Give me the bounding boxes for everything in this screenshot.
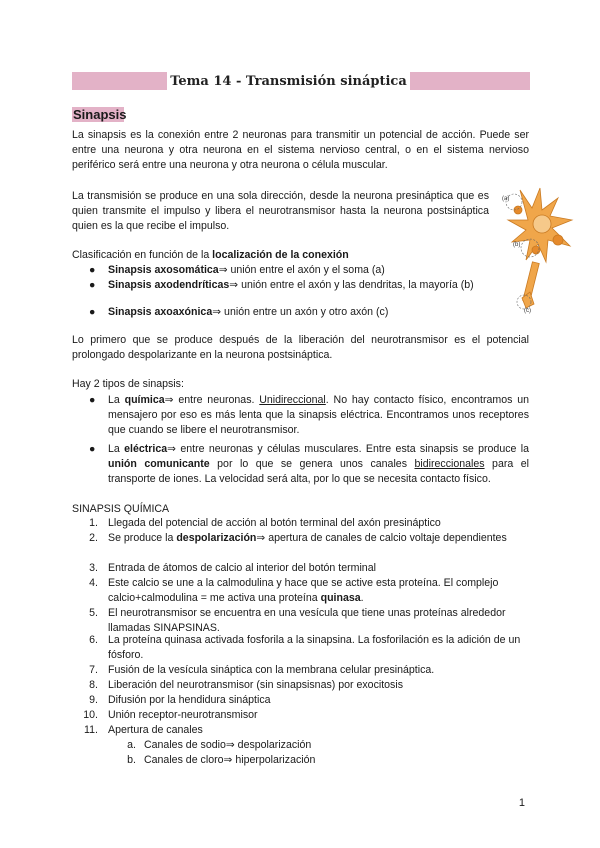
chem-post: . No hay contacto físico, encontramos un mensajero por eso es más lenta que la sinapsis eléctrica. Encontramos unos receptores que cuando se libere el neurotransmisor.: [108, 394, 529, 437]
step-number: 9.: [89, 694, 98, 706]
bullet-marker: ●: [89, 394, 96, 406]
item-term: Sinapsis axodendríticas: [108, 279, 230, 291]
elec-post: para el transporte de iones. La velocidad será alta, por lo que se necesita contacto físico.: [108, 458, 529, 486]
bullet-marker: ●: [89, 306, 96, 318]
step-11a: Canales de sodio⇒ despolarización: [144, 739, 312, 751]
title-highlight-left: [72, 72, 167, 90]
step-8: Liberación del neurotransmisor (sin sinapsisnas) por exocitosis: [108, 679, 403, 691]
step-2-pre: Se produce la: [108, 532, 177, 544]
chem-mid: ⇒ entre neuronas.: [164, 394, 260, 406]
chemical-synapse-item: [108, 393, 529, 439]
step-number: 6.: [89, 634, 98, 646]
step-1: Llegada del potencial de acción al botón terminal del axón presináptico: [108, 517, 441, 529]
step-4-bold: quinasa: [320, 592, 361, 605]
page-number: 1: [518, 797, 525, 809]
neuron-body-illustration: [508, 188, 572, 308]
step-number: 2.: [89, 532, 98, 544]
chem-pre: La: [108, 394, 125, 406]
chem-term: química: [124, 394, 165, 406]
classification-lead-text: Clasificación en función de la: [72, 249, 213, 261]
sub-step-letter: a.: [127, 739, 136, 751]
step-2-post: ⇒ apertura de canales de calcio voltaje dependientes: [256, 532, 507, 544]
section-heading: Sinapsis: [73, 107, 127, 122]
step-number: 4.: [89, 577, 98, 589]
postsynaptic-paragraph: Lo primero que se produce después de la liberación del neurotransmisor es el potencial prolongado despolarizante en la neurona postsináptica.: [72, 334, 529, 362]
step-number: 7.: [89, 664, 98, 676]
step-4-post: .: [360, 592, 364, 605]
step-4: [108, 576, 529, 606]
figure-label-c: (c): [524, 308, 531, 314]
elec-pre: La: [108, 443, 125, 455]
chemical-synapse-heading: SINAPSIS QUÍMICA: [72, 503, 170, 515]
step-4-pre: Este calcio se une a la calmodulina y hace que se active esta proteína. El complejo calcio+calmodulina = me activa una proteína: [108, 577, 499, 605]
step-5: El neurotransmisor se encuentra en una vesícula que tiene unas proteínas alrededor llamadas SINAPSINAS.: [108, 607, 506, 635]
elec-underlined: bidireccionales: [414, 458, 485, 471]
classification-lead-bold: localización de la conexión: [212, 249, 349, 261]
step-number: 5.: [89, 607, 98, 619]
item-desc: ⇒ unión entre el axón y el soma (a): [218, 264, 385, 276]
step-6: La proteína quinasa activada fosforila a la sinapsina. La fosforilación es la adición de un fósforo.: [108, 634, 521, 662]
item-term: Sinapsis axoaxónica: [108, 306, 213, 318]
elec-term2: unión comunicante: [108, 458, 210, 471]
step-number: 11.: [84, 724, 98, 736]
step-3: Entrada de átomos de calcio al interior del botón terminal: [108, 562, 376, 574]
classification-item-1: [108, 263, 500, 278]
item-desc: ⇒ unión entre el axón y las dendritas, la mayoría (b): [229, 279, 474, 291]
figure-label-a: (a): [502, 196, 510, 202]
classification-item-3: [108, 305, 500, 320]
step-11: Apertura de canales: [108, 724, 203, 736]
bullet-marker: ●: [89, 443, 96, 455]
step-9: Difusión por la hendidura sináptica: [108, 694, 271, 706]
step-number: 10.: [83, 709, 98, 721]
page-title: Tema 14 - Transmisión sináptica: [170, 74, 407, 89]
step-number: 8.: [89, 679, 98, 691]
elec-mid: ⇒ entre neuronas y células musculares. Entre esta sinapsis se produce la: [167, 443, 529, 455]
step-7: Fusión de la vesícula sináptica con la membrana celular presináptica.: [108, 664, 435, 676]
sub-step-letter: b.: [127, 754, 136, 766]
transmission-paragraph: La transmisión se produce en una sola dirección, desde la neurona presináptica que es quien transmite el impulso y libera el neurotransmisor hasta la neurona postsináptica quien es la que recibe el impulso.: [72, 190, 489, 233]
intro-paragraph: La sinapsis es la conexión entre 2 neuronas para transmitir un potencial de acción. Puede ser entre una neurona y otra neurona en el sistema nervioso central, o en el sistema nervioso periférico será entre una neurona y otra neurona o célula muscular.: [72, 129, 529, 172]
step-number: 3.: [89, 562, 98, 574]
classification-item-2: [108, 278, 500, 293]
figure-label-b: (b): [513, 242, 521, 248]
bullet-marker: ●: [89, 279, 96, 291]
chem-underlined: Unidireccional: [259, 394, 326, 406]
elec-mid2: por lo que se genera unos canales: [209, 458, 415, 471]
step-2: [108, 531, 529, 546]
electrical-synapse-item: [108, 442, 529, 488]
item-term: Sinapsis axosomática: [108, 264, 219, 276]
classification-lead: [72, 248, 502, 263]
title-highlight-right: [410, 72, 530, 90]
types-lead: Hay 2 tipos de sinapsis:: [72, 378, 184, 390]
bullet-marker: ●: [89, 264, 96, 276]
step-number: 1.: [89, 517, 98, 529]
title-bar: [72, 72, 530, 92]
step-2-bold: despolarización: [176, 532, 257, 544]
neuron-synapse-figure: [500, 180, 575, 320]
item-desc: ⇒ unión entre un axón y otro axón (c): [212, 306, 389, 318]
step-10: Unión receptor-neurotransmisor: [108, 709, 258, 721]
step-11b: Canales de cloro⇒ hiperpolarización: [144, 754, 316, 766]
elec-term: eléctrica: [124, 443, 168, 455]
